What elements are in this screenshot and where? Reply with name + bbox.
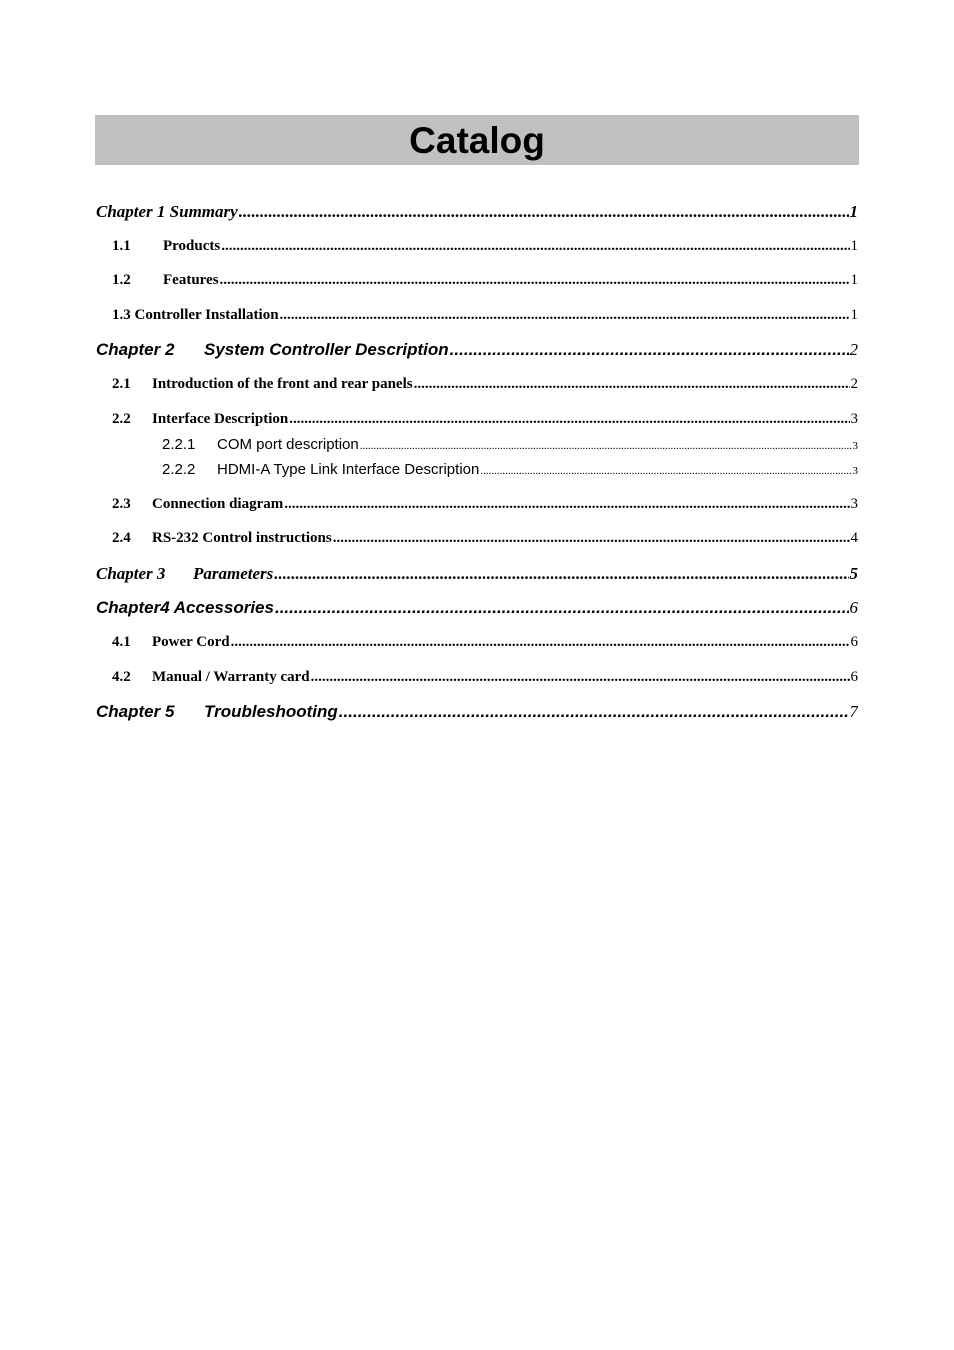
toc-entry-number: 1.1: [112, 238, 131, 254]
toc-page-number: 3: [852, 440, 858, 452]
toc-entry-text: Power Cord: [152, 634, 230, 650]
toc-page-number: 4: [850, 530, 858, 546]
toc-entry-1-3[interactable]: [112, 307, 858, 324]
toc-entry-text: Features: [163, 272, 219, 288]
toc-page-number: 1: [850, 272, 858, 288]
toc-leader-dots: [274, 564, 848, 584]
toc-page-number: 2: [849, 340, 858, 359]
toc-entry-number: 4.2: [112, 669, 131, 685]
toc-leader-dots: [231, 634, 850, 651]
toc-entry-4-2[interactable]: [112, 669, 858, 686]
toc-entry-1-1[interactable]: [112, 238, 858, 255]
toc-page-number: 1: [849, 202, 858, 221]
toc-entry-text: Interface Description: [152, 411, 289, 427]
toc-entry-text: Manual / Warranty card: [152, 669, 310, 685]
toc-entry-chapter-2[interactable]: [96, 340, 858, 360]
toc-entry-chapter-5[interactable]: [96, 702, 858, 722]
toc-leader-dots: [360, 440, 852, 452]
catalog-title-bar: [95, 115, 859, 165]
toc-entry-text: Troubleshooting: [204, 702, 338, 721]
toc-entry-2-4[interactable]: [112, 530, 858, 547]
toc-entry-2-2-1[interactable]: [162, 436, 858, 453]
toc-entry-2-3[interactable]: [112, 496, 858, 513]
toc-entry-number: Chapter 5: [96, 702, 175, 721]
toc-entry-text: Chapter4 Accessories: [96, 598, 274, 617]
toc-entry-number: 2.2.2: [162, 461, 196, 478]
toc-page-number: 3: [850, 411, 858, 427]
toc-page-number: 6: [850, 634, 858, 650]
toc-leader-dots: [220, 272, 850, 289]
toc-entry-2-2[interactable]: [112, 411, 858, 428]
page-title: Catalog: [409, 119, 545, 161]
toc-page-number: 3: [852, 465, 858, 477]
toc-page-number: 6: [849, 598, 858, 617]
toc-entry-number: 2.4: [112, 530, 131, 546]
toc-entry-number: 4.1: [112, 634, 131, 650]
toc-entry-number: 2.3: [112, 496, 131, 512]
toc-page-number: 3: [850, 496, 858, 512]
toc-entry-number: 1.2: [112, 272, 131, 288]
toc-entry-text: COM port description: [217, 436, 359, 453]
toc-entry-text: Connection diagram: [152, 496, 284, 512]
toc-page-number: 1: [850, 307, 858, 323]
toc-leader-dots: [275, 598, 849, 618]
toc-entry-text: System Controller Description: [204, 340, 449, 359]
toc-leader-dots: [414, 376, 850, 393]
toc-entry-text: HDMI-A Type Link Interface Description: [217, 461, 480, 478]
toc-page-number: 5: [849, 564, 858, 583]
toc-entry-text: Products: [163, 238, 221, 254]
toc-entry-text: 1.3 Controller Installation: [112, 307, 279, 323]
toc-entry-1-2[interactable]: [112, 272, 858, 289]
toc-page-number: 6: [850, 669, 858, 685]
toc-leader-dots: [450, 340, 849, 360]
toc-leader-dots: [221, 238, 849, 255]
toc-page-number: 2: [850, 376, 858, 392]
toc-page-number: 7: [849, 702, 858, 721]
toc-page-number: 1: [850, 238, 858, 254]
toc-leader-dots: [289, 411, 849, 428]
toc-entry-2-2-2[interactable]: [162, 461, 858, 478]
toc-leader-dots: [339, 702, 849, 722]
toc-entry-number: 2.2.1: [162, 436, 196, 453]
toc-leader-dots: [284, 496, 849, 513]
toc-entry-number: 2.1: [112, 376, 131, 392]
toc-entry-chapter-1[interactable]: [96, 202, 858, 222]
toc-entry-text: RS-232 Control instructions: [152, 530, 332, 546]
toc-leader-dots: [311, 669, 850, 686]
toc-leader-dots: [280, 307, 850, 324]
toc-entry-2-1[interactable]: [112, 376, 858, 393]
toc-leader-dots: [239, 202, 849, 222]
toc-leader-dots: [480, 465, 851, 477]
toc-entry-text: Parameters: [193, 564, 274, 583]
toc-entry-chapter-3[interactable]: [96, 564, 858, 584]
toc-entry-number: Chapter 2: [96, 340, 175, 359]
toc-entry-number: Chapter 3: [96, 564, 166, 583]
toc-entry-text: Introduction of the front and rear panels: [152, 376, 413, 392]
toc-entry-text: Chapter 1 Summary: [96, 202, 238, 221]
toc-leader-dots: [333, 530, 850, 547]
toc-entry-chapter-4[interactable]: [96, 598, 858, 618]
toc-entry-number: 2.2: [112, 411, 131, 427]
toc-entry-4-1[interactable]: [112, 634, 858, 651]
